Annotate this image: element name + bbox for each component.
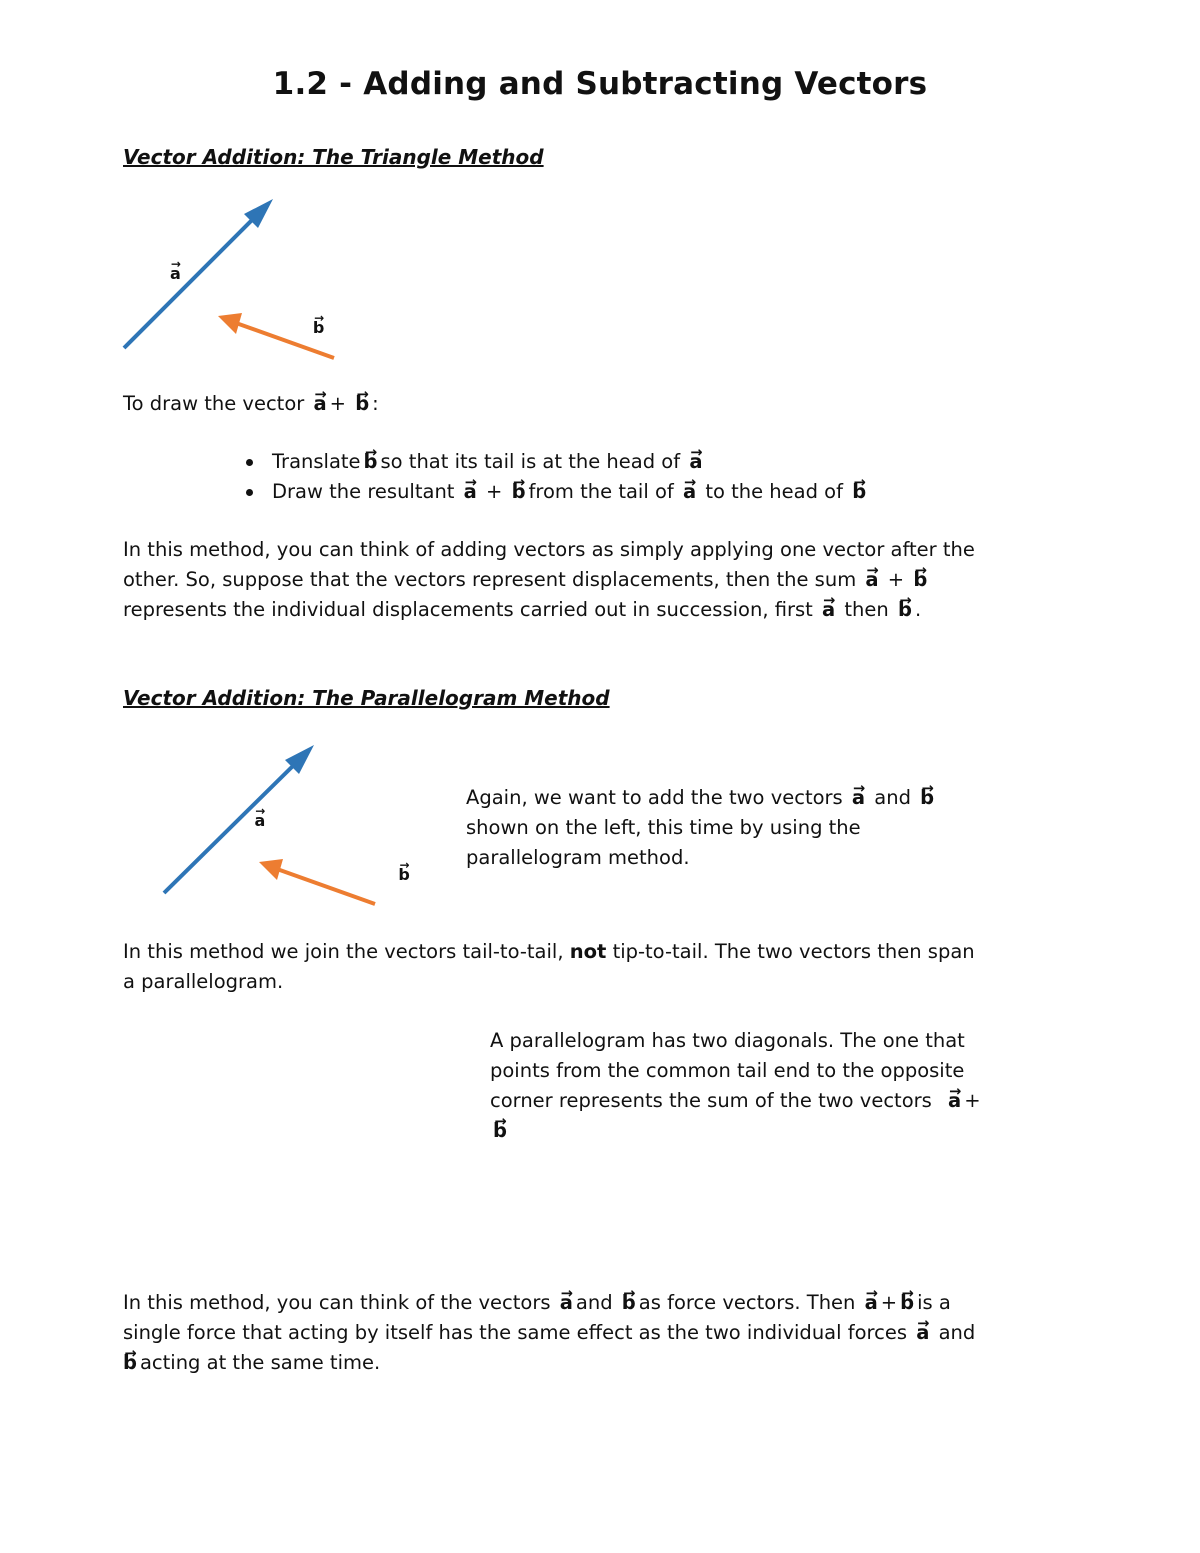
vector-b-label: → b [398, 865, 409, 884]
vector-a-arrow [124, 212, 260, 348]
vector-a-arrow [164, 758, 301, 893]
section-heading-parallelogram: Vector Addition: The Parallelogram Method [123, 686, 610, 710]
vector-a-label: → a [170, 264, 181, 283]
tail-to-tail-paragraph: In this method we join the vectors tail-to-tail, not tip-to-tail. The two vectors then span a parallelogram. [123, 940, 975, 993]
vector-b-arrowhead [218, 313, 242, 334]
steps-list [244, 447, 869, 507]
triangle-explanation: In this method, you can think of adding vectors as simply applying one vector after the other. So, suppose that the vectors represent displacements, then the sum → a + → b represents the individual displacements carried out in succession, first → a then → b . [123, 535, 1083, 625]
page-title: 1.2 - Adding and Subtracting Vectors [272, 66, 928, 102]
step-draw-resultant: Draw the resultant → a + → b from the tail of → a to the head of → b [244, 477, 869, 507]
vector-a-label: → a [254, 811, 265, 830]
step-translate: Translate→ b so that its tail is at the head of → a [244, 447, 869, 477]
draw-vector-intro: To draw the vector → a + → b : [123, 389, 379, 419]
vector-b-arrow [277, 869, 375, 904]
diagonal-paragraph: A parallelogram has two diagonals. The one that points from the common tail end to the opposite corner represents the sum of the two vectors → a + → b [490, 1026, 1030, 1146]
vector-b-arrowhead [259, 859, 283, 880]
parallelogram-intro: Again, we want to add the two vectors → a and → b shown on the left, this time by using the parallelogram method. [466, 783, 937, 873]
parallelogram-method-figure [0, 0, 1, 1]
section-heading-triangle: Vector Addition: The Triangle Method [123, 145, 544, 169]
force-vectors-paragraph: In this method, you can think of the vectors → a and → b as force vectors. Then → a +→ b is a single force that acting by itself has the same effect as the two individual forces → a and → b acting at the same time. [123, 1288, 1083, 1378]
vector-b-label: → b [313, 318, 324, 337]
